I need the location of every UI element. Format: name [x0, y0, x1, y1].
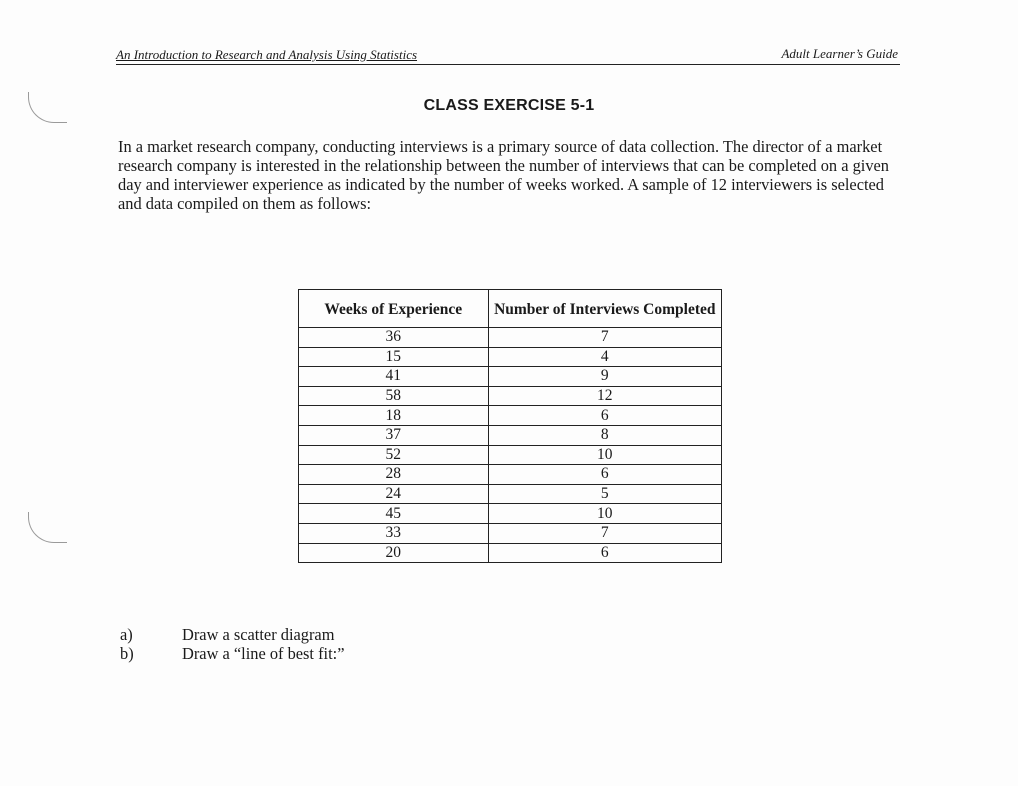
table-row [299, 386, 722, 406]
table-row [299, 406, 722, 426]
cell-weeks: 18 [299, 406, 489, 426]
cell-interviews: 6 [488, 406, 721, 426]
cell-weeks: 20 [299, 543, 489, 563]
running-header [116, 46, 900, 65]
cell-weeks: 15 [299, 347, 489, 367]
cell-interviews: 4 [488, 347, 721, 367]
column-header-weeks: Weeks of Experience [299, 290, 489, 328]
cell-interviews: 10 [488, 504, 721, 524]
cell-weeks: 52 [299, 445, 489, 465]
table-row [299, 543, 722, 563]
table-row [299, 445, 722, 465]
cell-interviews: 12 [488, 386, 721, 406]
header-book-title: An Introduction to Research and Analysis Using Statistics [116, 47, 418, 62]
header-guide-title: Adult Learner’s Guide [781, 46, 898, 61]
exercise-title: CLASS EXERCISE 5-1 [423, 97, 595, 114]
cell-interviews: 9 [488, 367, 721, 387]
task-letter: a) [120, 625, 133, 644]
table-row [299, 425, 722, 445]
cell-weeks: 33 [299, 523, 489, 543]
intro-paragraph: In a market research company, conducting interviews is a primary source of data collection. The director of a market research company is interested in the relationship between the number of interviews that can be completed on a given day and interviewer experience as indicated by the number of weeks worked. A sample of 12 interviewers is selected and data compiled on them as follows: [118, 137, 890, 213]
cell-weeks: 36 [299, 328, 489, 348]
task-text: Draw a “line of best fit:” [182, 643, 345, 663]
table-row [299, 484, 722, 504]
cell-interviews: 5 [488, 484, 721, 504]
task-letter: b) [120, 643, 134, 663]
table-header-row [299, 290, 722, 328]
cell-interviews: 7 [488, 523, 721, 543]
table-row [299, 465, 722, 485]
cell-interviews: 7 [488, 328, 721, 348]
cell-weeks: 45 [299, 504, 489, 524]
cell-weeks: 37 [299, 425, 489, 445]
column-header-interviews: Number of Interviews Completed [488, 290, 721, 328]
data-table [298, 289, 722, 563]
table-row [299, 504, 722, 524]
cell-interviews: 10 [488, 445, 721, 465]
cell-weeks: 58 [299, 386, 489, 406]
table-body [299, 328, 722, 563]
cell-weeks: 28 [299, 465, 489, 485]
table-row [299, 347, 722, 367]
task-text: Draw a scatter diagram [182, 625, 335, 644]
cell-weeks: 41 [299, 367, 489, 387]
table-row [299, 523, 722, 543]
cell-interviews: 8 [488, 425, 721, 445]
punch-hole-mark [28, 512, 67, 543]
cell-interviews: 6 [488, 543, 721, 563]
cell-interviews: 6 [488, 465, 721, 485]
cell-weeks: 24 [299, 484, 489, 504]
table-row [299, 328, 722, 348]
table-row [299, 367, 722, 387]
